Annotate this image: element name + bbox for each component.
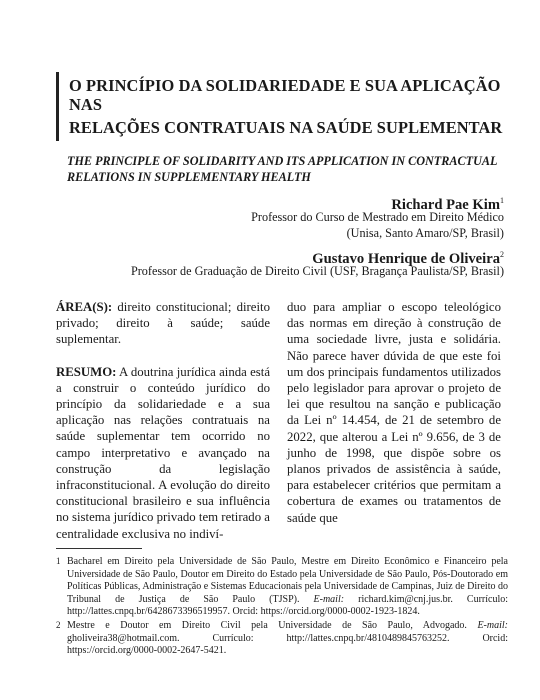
resumo-paragraph	[56, 364, 270, 542]
author-2-name-text: Gustavo Henrique de Oliveira	[312, 250, 500, 267]
author-1-footnote-mark: 1	[500, 196, 504, 205]
subtitle-line-2: RELATIONS IN SUPPLEMENTARY HEALTH	[67, 170, 311, 184]
footnote-1-contact: richard.kim@cnj.jus.br. Currículo: http://lattes.cnpq.br/6428673396519957. Orcid: https://orcid.org/0000-0002-1923-1824.	[67, 593, 508, 618]
left-column	[56, 299, 270, 542]
footnote-1	[56, 556, 508, 619]
footnote-divider	[56, 548, 142, 549]
author-1-affiliation-line-2: (Unisa, Santo Amaro/SP, Brasil)	[346, 226, 504, 240]
footnote-1-number: 1	[56, 556, 61, 566]
area-label: ÁREA(S):	[56, 300, 113, 314]
footnote-2-text: Mestre e Doutor em Direito Civil pela Universidade de São Paulo, Advogado.	[67, 620, 467, 631]
right-column	[287, 299, 501, 526]
subtitle-line-1: THE PRINCIPLE OF SOLIDARITY AND ITS APPLICATION IN CONTRACTUAL	[67, 154, 498, 168]
resumo-text: A doutrina jurídica ainda está a construir o conteúdo jurídico do princípio da solidariedade e a sua aplicação nas relações contratuais na saúde suplementar tem ocorrido no campo interpretativo e avançado na construção da legislação infraconstitucional. A evolução do direito constitucional brasileiro e sua influência no sistema jurídico privado tem retirado a centralidade exclusiva no indiví-	[56, 364, 270, 541]
footnote-2-contact: gholiveira38@hotmail.com. Currículo: http://lattes.cnpq.br/4810489845763252. Orcid: https://orcid.org/0000-0002-2647-5421.	[67, 632, 508, 657]
area-paragraph	[56, 299, 270, 348]
author-1-name-text: Richard Pae Kim	[391, 196, 500, 213]
author-1-affiliation-line-1: Professor do Curso de Mestrado em Direito Médico	[251, 210, 504, 224]
author-2-footnote-mark: 2	[500, 250, 504, 259]
author-1-affiliation	[251, 209, 504, 241]
footnote-2	[56, 620, 508, 658]
title-line-2: RELAÇÕES CONTRATUAIS NA SAÚDE SUPLEMENTAR	[69, 118, 503, 137]
footnote-1-text: Bacharel em Direito pela Universidade de São Paulo, Mestre em Direito Econômico e Financeiro pela Universidade de São Paulo, Doutor em Direito do Estado pela Universidade de São Paulo, Pós-Doutorado em Políticas Públicas, Administração e Sistemas Educacionais pela Universidade de Campinas, Juiz de Direito do Tribunal de Justiça de São Paulo (TJSP).	[67, 556, 508, 605]
resumo-label: RESUMO:	[56, 364, 117, 379]
area-text: direito constitucional; direito privado; direito à saúde; saúde suplementar.	[56, 300, 270, 347]
right-column-text: duo para ampliar o escopo teleológico das normas em direção à construção de uma sociedade livre, justa e solidária. Não parece haver dúvida de que este foi um dos principais fundamentos utilizados pelo legislador para aprovar o projeto de lei que resultou na sanção e publicação da Lei nº 14.454, de 21 de setembro de 2022, que alterou a Lei nº 9.656, de 3 de junho de 1998, que dispõe sobre os planos privados de assistência à saúde, para estabelecer critérios que permitam a cobertura de exames ou tratamentos de saúde que	[287, 300, 501, 525]
author-2-affiliation-line-1: Professor de Graduação de Direito Civil (USF, Bragança Paulista/SP, Brasil)	[130, 264, 504, 278]
author-2-affiliation	[131, 263, 504, 279]
footnote-1-email-label: E-mail:	[313, 593, 345, 605]
article-title	[56, 72, 509, 141]
english-title	[67, 153, 507, 185]
footnote-2-number: 2	[56, 620, 61, 630]
footnote-2-email-label: E-mail:	[477, 620, 508, 631]
title-line-1: O PRINCÍPIO DA SOLIDARIEDADE E SUA APLICAÇÃO NAS	[69, 76, 501, 114]
